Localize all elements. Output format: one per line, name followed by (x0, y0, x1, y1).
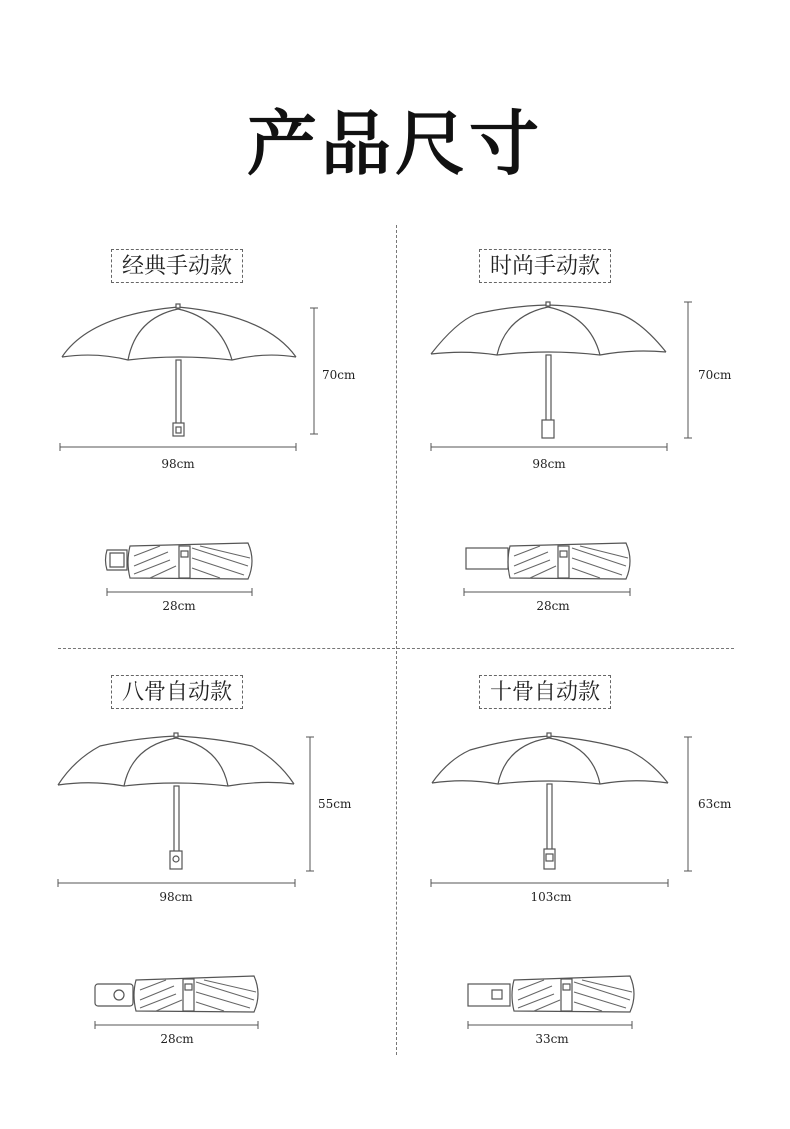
folded-length-classic: 28cm (162, 599, 196, 613)
folded-length-fashion: 28cm (536, 599, 570, 613)
dimension-line-classic-folded (107, 588, 252, 596)
model-label-eight-rib-auto: 八骨自动款 (111, 675, 243, 709)
model-label-fashion-manual: 时尚手动款 (479, 249, 611, 283)
model-label-ten-rib-auto: 十骨自动款 (479, 675, 611, 709)
folded-length-ten-rib: 33cm (535, 1032, 569, 1046)
open-umbrella-icon-fashion (431, 302, 666, 438)
open-height-fashion: 70cm (698, 368, 732, 382)
dimension-line-ten-rib-folded (468, 1021, 632, 1029)
dimension-lines-classic (60, 308, 318, 451)
folded-length-eight-rib: 28cm (160, 1032, 194, 1046)
page-title: 产品尺寸 (247, 103, 543, 185)
open-height-ten-rib: 63cm (698, 797, 732, 811)
dimension-line-fashion-folded (464, 588, 630, 596)
open-width-ten-rib: 103cm (530, 890, 572, 904)
folded-umbrella-icon-fashion (466, 543, 630, 579)
folded-umbrella-icon-ten-rib (468, 976, 634, 1012)
open-height-classic: 70cm (322, 368, 356, 382)
folded-umbrella-icon-classic (106, 543, 253, 579)
open-umbrella-icon-ten-rib (432, 733, 668, 869)
open-width-fashion: 98cm (532, 457, 566, 471)
folded-umbrella-icon-eight-rib (95, 976, 258, 1012)
open-width-classic: 98cm (161, 457, 195, 471)
open-umbrella-icon-classic (62, 304, 296, 436)
dimension-lines-eight-rib (58, 737, 314, 887)
open-height-eight-rib: 55cm (318, 797, 352, 811)
open-width-eight-rib: 98cm (159, 890, 193, 904)
dimension-lines-fashion (431, 302, 692, 451)
dimension-lines-ten-rib (431, 737, 692, 887)
model-label-classic-manual: 经典手动款 (111, 249, 243, 283)
open-umbrella-icon-eight-rib (58, 733, 294, 869)
dimension-line-eight-rib-folded (95, 1021, 258, 1029)
